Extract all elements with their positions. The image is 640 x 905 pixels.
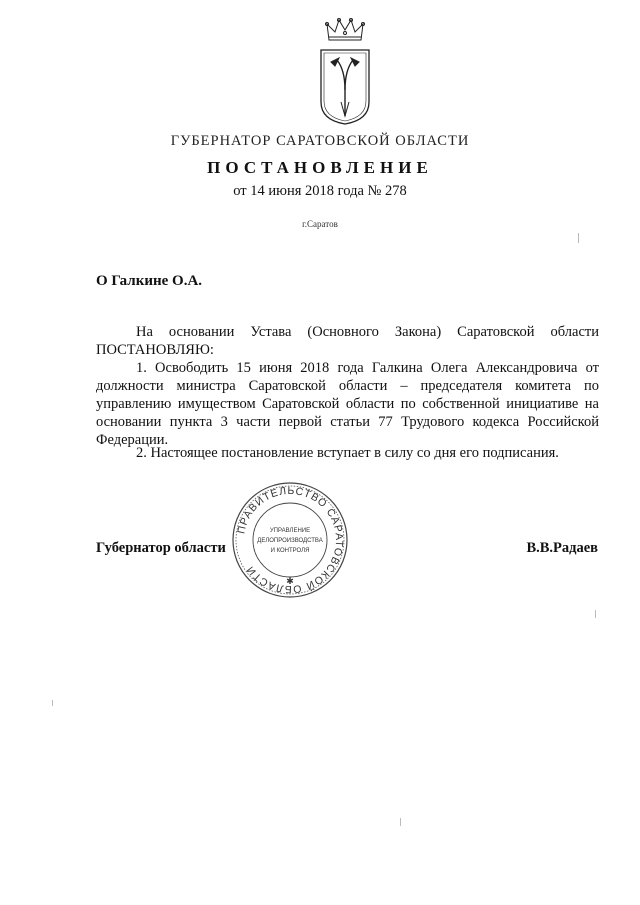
scan-speck xyxy=(595,610,596,618)
item-2-paragraph: 2. Настоящее постановление вступает в силу со дня его подписания. xyxy=(136,445,559,461)
issuing-authority: ГУБЕРНАТОР САРАТОВСКОЙ ОБЛАСТИ xyxy=(170,133,470,149)
document-place: г.Саратов xyxy=(302,219,338,229)
document-type: ПОСТАНОВЛЕНИЕ xyxy=(207,158,433,177)
signer-title: Губернатор области xyxy=(96,540,226,556)
scan-speck xyxy=(52,700,53,706)
seal-line-1: УПРАВЛЕНИЕ xyxy=(269,528,311,534)
official-seal-icon xyxy=(230,480,350,600)
basis-paragraph: На основании Устава (Основного Закона) Саратовской области ПОСТАНОВЛЯЮ: xyxy=(96,324,599,358)
signer-name: В.В.Радаев xyxy=(526,540,598,556)
scan-speck xyxy=(578,233,579,243)
svg-text:✱: ✱ xyxy=(286,576,294,586)
document-subject: О Галкине О.А. xyxy=(96,273,203,289)
seal-line-3: И КОНТРОЛЯ xyxy=(270,548,310,554)
coat-of-arms-icon xyxy=(315,18,375,126)
seal-outer-text: ПРАВИТЕЛЬСТВО САРАТОВСКОЙ ОБЛАСТИ xyxy=(235,484,346,596)
document-date-number: от 14 июня 2018 года № 278 xyxy=(233,183,407,199)
item-1-paragraph: 1. Освободить 15 июня 2018 года Галкина Олега Александровича от должности министра Саратовской области – председателя комитета по управлению имуществом Саратовской области по собственной инициативе на основании пункта 3 части первой статьи 77 Трудового кодекса Российской Федерации. xyxy=(96,360,599,448)
seal-line-2: ДЕЛОПРОИЗВОДСТВА xyxy=(257,538,323,544)
scan-speck xyxy=(400,818,401,826)
